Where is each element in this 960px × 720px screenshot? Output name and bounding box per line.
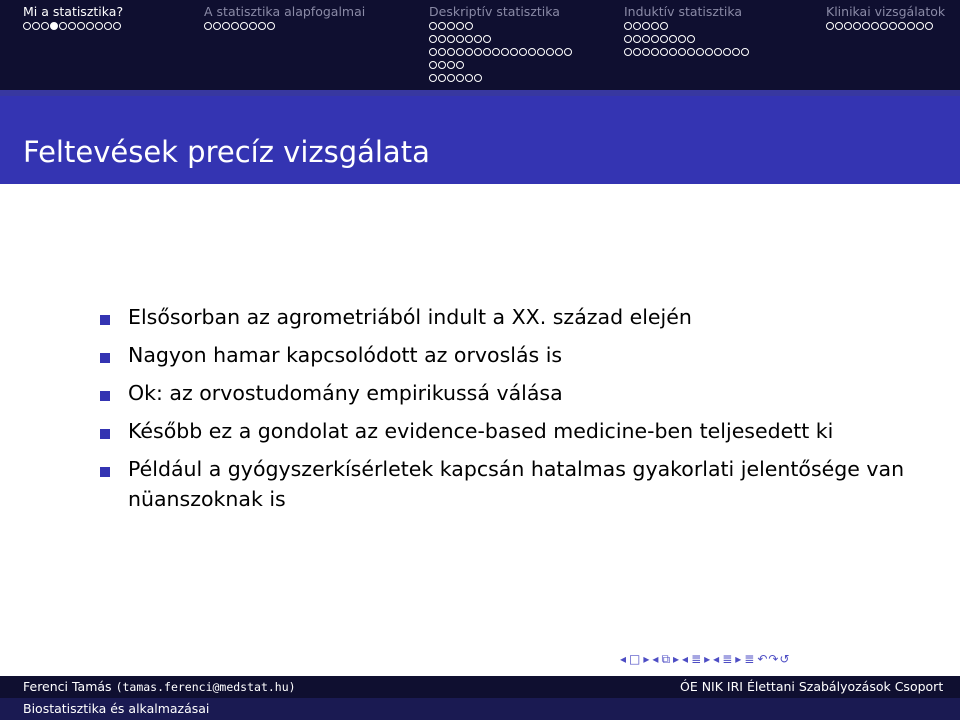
- frame-dot-icon[interactable]: [483, 48, 491, 56]
- frame-dot-icon[interactable]: [429, 22, 437, 30]
- frame-dot-icon[interactable]: [68, 22, 76, 30]
- frame-dot-icon[interactable]: [474, 35, 482, 43]
- frame-dot-icon[interactable]: [633, 22, 641, 30]
- author-email[interactable]: (tamas.ferenci@medstat.hu): [115, 680, 296, 694]
- frame-dot-icon[interactable]: [546, 48, 554, 56]
- frame-title: Feltevések precíz vizsgálata: [23, 135, 430, 169]
- frame-dot-icon[interactable]: [429, 35, 437, 43]
- frame-dot-icon[interactable]: [880, 22, 888, 30]
- frame-dot-icon[interactable]: [438, 61, 446, 69]
- nav-dots-row: [624, 33, 750, 46]
- frame-dot-icon[interactable]: [853, 22, 861, 30]
- frame-dot-icon[interactable]: [642, 22, 650, 30]
- nav-symbol-icon[interactable]: ▸: [673, 652, 681, 666]
- frame-dot-icon[interactable]: [633, 48, 641, 56]
- frame-dot-icon[interactable]: [438, 74, 446, 82]
- frame-dot-icon[interactable]: [267, 22, 275, 30]
- frame-dot-icon[interactable]: [456, 74, 464, 82]
- frame-dot-icon[interactable]: [465, 35, 473, 43]
- nav-dots-row: [429, 72, 573, 85]
- frame-dot-icon[interactable]: [826, 22, 834, 30]
- frame-dot-icon[interactable]: [564, 48, 572, 56]
- frame-dot-icon[interactable]: [429, 61, 437, 69]
- frame-dot-icon[interactable]: [642, 48, 650, 56]
- frame-dot-icon[interactable]: [741, 48, 749, 56]
- frame-dot-icon[interactable]: [456, 35, 464, 43]
- nav-section-5[interactable]: [826, 4, 945, 33]
- frame-dot-icon[interactable]: [104, 22, 112, 30]
- frame-dot-icon[interactable]: [678, 35, 686, 43]
- frame-dot-icon[interactable]: [249, 22, 257, 30]
- frame-dot-icon[interactable]: [95, 22, 103, 30]
- frame-dot-icon[interactable]: [474, 48, 482, 56]
- nav-section-1[interactable]: [23, 4, 123, 33]
- frame-dot-icon[interactable]: [258, 22, 266, 30]
- bullet-marker-icon: [100, 315, 110, 325]
- frame-dot-icon[interactable]: [642, 35, 650, 43]
- bullet-list: [100, 302, 920, 522]
- nav-symbol-icon[interactable]: ▸: [643, 652, 651, 666]
- frame-dot-icon[interactable]: [669, 48, 677, 56]
- frame-dot-icon[interactable]: [696, 48, 704, 56]
- nav-section-2[interactable]: [204, 4, 365, 33]
- frame-dot-icon[interactable]: [555, 48, 563, 56]
- list-item: [100, 454, 920, 514]
- frame-dot-icon[interactable]: [705, 48, 713, 56]
- frame-dot-icon[interactable]: [925, 22, 933, 30]
- frame-dot-icon[interactable]: [732, 48, 740, 56]
- frame-dot-icon[interactable]: [447, 22, 455, 30]
- frame-dot-icon[interactable]: [537, 48, 545, 56]
- frame-dot-icon[interactable]: [41, 22, 49, 30]
- bullet-text: Nagyon hamar kapcsolódott az orvoslás is: [128, 343, 563, 367]
- frame-dot-icon[interactable]: [660, 35, 668, 43]
- frame-dot-icon[interactable]: [844, 22, 852, 30]
- frame-dot-icon[interactable]: [651, 48, 659, 56]
- frame-dot-icon[interactable]: [660, 48, 668, 56]
- frame-dot-icon[interactable]: [687, 35, 695, 43]
- footer-short-title: Biostatisztika és alkalmazásai: [23, 701, 210, 716]
- frame-dot-icon[interactable]: [59, 22, 67, 30]
- frame-dot-icon[interactable]: [669, 35, 677, 43]
- frame-dot-icon[interactable]: [204, 22, 212, 30]
- nav-symbol-icon[interactable]: ⧉: [661, 652, 672, 666]
- frame-dot-icon[interactable]: [456, 22, 464, 30]
- bullet-text: Például a gyógyszerkísérletek kapcsán hatalmas gyakorlati jelentősége van nüanszoknak is: [128, 457, 905, 511]
- nav-dots-row: [826, 20, 945, 33]
- nav-section-title[interactable]: Klinikai vizsgálatok: [826, 4, 946, 19]
- frame-dot-icon[interactable]: [916, 22, 924, 30]
- frame-dot-icon[interactable]: [678, 48, 686, 56]
- frame-dot-icon[interactable]: [438, 35, 446, 43]
- frame-dot-icon[interactable]: [835, 22, 843, 30]
- nav-section-4[interactable]: [624, 4, 750, 59]
- frame-dot-icon[interactable]: [714, 48, 722, 56]
- frame-dot-icon[interactable]: [429, 48, 437, 56]
- nav-symbol-icon[interactable]: ≣: [722, 652, 734, 666]
- frame-dot-icon[interactable]: [456, 48, 464, 56]
- frame-dot-icon[interactable]: [447, 35, 455, 43]
- nav-section-title[interactable]: A statisztika alapfogalmai: [204, 4, 366, 19]
- bullet-marker-icon: [100, 391, 110, 401]
- nav-symbol-icon[interactable]: ◂: [682, 652, 690, 666]
- list-item: [100, 302, 920, 332]
- frame-dot-icon[interactable]: [889, 22, 897, 30]
- nav-symbol-icon[interactable]: ↶↷↺: [757, 652, 791, 666]
- nav-dots-row: [23, 20, 123, 33]
- frame-dot-icon[interactable]: [492, 48, 500, 56]
- nav-dots-row: [429, 46, 573, 59]
- bullet-marker-icon: [100, 353, 110, 363]
- frame-dot-icon[interactable]: [240, 22, 248, 30]
- frame-dot-icon[interactable]: [213, 22, 221, 30]
- footer-author: [23, 676, 296, 698]
- nav-dots-row: [429, 59, 573, 72]
- frame-dot-icon[interactable]: [447, 48, 455, 56]
- frame-dot-icon[interactable]: [624, 22, 632, 30]
- list-item: [100, 340, 920, 370]
- frame-dot-icon[interactable]: [474, 74, 482, 82]
- frame-dot-icon[interactable]: [624, 48, 632, 56]
- frame-dot-icon[interactable]: [438, 48, 446, 56]
- frame-dot-icon[interactable]: [465, 22, 473, 30]
- nav-symbol-icon[interactable]: ▸: [735, 652, 743, 666]
- frame-dot-icon[interactable]: [510, 48, 518, 56]
- nav-symbol-icon[interactable]: ◂: [652, 652, 660, 666]
- frame-dot-icon[interactable]: [624, 35, 632, 43]
- nav-symbol-icon[interactable]: ≣: [691, 652, 703, 666]
- frame-dot-icon[interactable]: [231, 22, 239, 30]
- footer-institute: ÓE NIK IRI Élettani Szabályozások Csoport: [680, 679, 944, 694]
- frame-dot-icon[interactable]: [222, 22, 230, 30]
- section-navigation-bar: [0, 0, 960, 90]
- frame-dot-icon[interactable]: [447, 74, 455, 82]
- frame-dot-icon[interactable]: [651, 35, 659, 43]
- frame-dot-icon[interactable]: [907, 22, 915, 30]
- frame-dot-icon[interactable]: [77, 22, 85, 30]
- frame-dot-icon[interactable]: [660, 22, 668, 30]
- current-frame-dot-icon[interactable]: [50, 22, 58, 30]
- frame-dot-icon[interactable]: [687, 48, 695, 56]
- nav-dots-row: [624, 20, 750, 33]
- frame-dot-icon[interactable]: [465, 74, 473, 82]
- frame-dot-icon[interactable]: [501, 48, 509, 56]
- nav-symbol-icon[interactable]: ◂: [713, 652, 721, 666]
- bullet-marker-icon: [100, 467, 110, 477]
- frame-dot-icon[interactable]: [862, 22, 870, 30]
- nav-dots-row: [204, 20, 365, 33]
- bullet-text: Elsősorban az agrometriából indult a XX. század elején: [128, 305, 692, 329]
- frame-dot-icon[interactable]: [86, 22, 94, 30]
- frame-dot-icon[interactable]: [519, 48, 527, 56]
- frame-dot-icon[interactable]: [633, 35, 641, 43]
- frame-dot-icon[interactable]: [898, 22, 906, 30]
- nav-section-title[interactable]: Induktív statisztika: [624, 4, 743, 19]
- frame-dot-icon[interactable]: [651, 22, 659, 30]
- frame-dot-icon[interactable]: [483, 35, 491, 43]
- nav-dots-row: [429, 20, 573, 33]
- nav-symbol-icon[interactable]: ≣: [744, 652, 756, 666]
- nav-section-3[interactable]: [429, 4, 573, 85]
- nav-symbol-icon[interactable]: □: [629, 652, 642, 666]
- frame-dot-icon[interactable]: [528, 48, 536, 56]
- nav-section-title[interactable]: Deskriptív statisztika: [429, 4, 560, 19]
- bullet-text: Később ez a gondolat az evidence-based medicine-ben teljesedett ki: [128, 419, 834, 443]
- list-item: [100, 378, 920, 408]
- author-name: Ferenci Tamás: [23, 679, 112, 694]
- nav-symbol-icon[interactable]: ▸: [704, 652, 712, 666]
- nav-dots-row: [624, 46, 750, 59]
- frame-dot-icon[interactable]: [23, 22, 31, 30]
- frame-dot-icon[interactable]: [723, 48, 731, 56]
- frame-dot-icon[interactable]: [447, 61, 455, 69]
- frame-dot-icon[interactable]: [113, 22, 121, 30]
- bullet-text: Ok: az orvostudomány empirikussá válása: [128, 381, 563, 405]
- footer-bottom: [0, 698, 960, 720]
- frame-dot-icon[interactable]: [438, 22, 446, 30]
- beamer-navigation-symbols: [620, 652, 793, 670]
- nav-symbol-icon[interactable]: ◂: [620, 652, 628, 666]
- list-item: [100, 416, 920, 446]
- nav-dots-row: [429, 33, 573, 46]
- footer-top: [0, 676, 960, 698]
- frame-dot-icon[interactable]: [456, 61, 464, 69]
- nav-section-title[interactable]: Mi a statisztika?: [23, 4, 124, 19]
- frame-dot-icon[interactable]: [429, 74, 437, 82]
- frame-dot-icon[interactable]: [32, 22, 40, 30]
- bullet-marker-icon: [100, 429, 110, 439]
- frame-dot-icon[interactable]: [465, 48, 473, 56]
- frame-dot-icon[interactable]: [871, 22, 879, 30]
